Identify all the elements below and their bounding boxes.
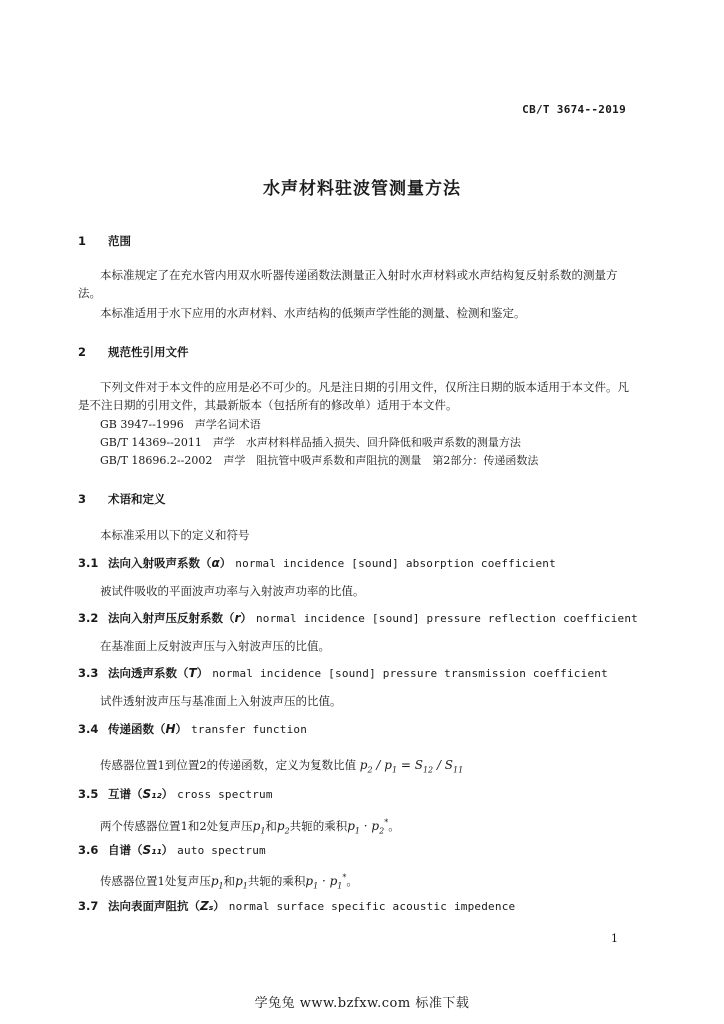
- section-1-para-2: 本标准适用于水下应用的水声材料、水声结构的低频声学性能的测量、检测和鉴定。: [100, 306, 526, 320]
- section-2-para-1: 下列文件对于本文件的应用是必不可少的。凡是注日期的引用文件，仅所注日期的版本适用于本文件。凡是不注日期的引用文件，其最新版本（包括所有的修改单）适用于本文件。: [78, 380, 629, 412]
- document-title: 水声材料驻波管测量方法: [263, 179, 461, 199]
- section-3-intro: 本标准采用以下的定义和符号: [100, 528, 250, 542]
- term-definition: 在基准面上反射波声压与入射波声压的比值。: [100, 639, 330, 653]
- term-heading: 3.7 法向表面声阻抗（Zₛ） normal surface specific acoustic impedence: [78, 899, 516, 913]
- term-heading: 3.2 法向入射声压反射系数（r） normal incidence [sound] pressure reflection coefficient: [78, 611, 639, 625]
- page-number: 1: [611, 932, 618, 945]
- reference-item: GB/T 18696.2--2002 声学 阻抗管中吸声系数和声阻抗的测量 第2部分：传递函数法: [100, 454, 539, 467]
- term-definition: 传感器位置1处复声压$p_1$和$p_1$共轭的乘积$p_1 \cdot p_1^*$。: [100, 873, 358, 891]
- term-definition: 传感器位置1到位置2的传递函数，定义为复数比值 $p_2 / p_1 = S_{12} / S_{11}$: [100, 758, 464, 775]
- term-definition: 被试件吸收的平面波声功率与入射波声功率的比值。: [100, 584, 365, 598]
- reference-item: GB 3947--1996 声学名词术语: [100, 418, 261, 431]
- term-heading: 3.1 法向入射吸声系数（α） normal incidence [sound] absorption coefficient: [78, 556, 556, 570]
- term-heading: 3.6 自谱（S₁₁） auto spectrum: [78, 843, 266, 857]
- standard-code: CB/T 3674--2019: [522, 103, 626, 116]
- footer-watermark: 学兔兔 www.bzfxw.com 标准下载: [254, 996, 470, 1011]
- term-heading: 3.5 互谱（S₁₂） cross spectrum: [78, 787, 273, 801]
- term-definition: 两个传感器位置1和2处复声压$p_1$和$p_2$共轭的乘积$p_1 \cdot p_2^*$。: [100, 818, 400, 836]
- section-2-heading: 2 规范性引用文件: [78, 345, 189, 359]
- section-1-heading: 1 范围: [78, 234, 131, 248]
- transfer-function-formula: $p_2 / p_1 = S_{12} / S_{11}$: [359, 758, 464, 775]
- section-1-para-1: 本标准规定了在充水管内用双水听器传递函数法测量正入射时水声材料或水声结构复反射系数的测量方法。: [78, 268, 618, 300]
- reference-item: GB/T 14369--2011 声学 水声材料样品插入损失、回升降低和吸声系数的测量方法: [100, 436, 521, 449]
- term-heading: 3.3 法向透声系数（T） normal incidence [sound] pressure transmission coefficient: [78, 666, 608, 680]
- term-heading: 3.4 传递函数（H） transfer function: [78, 722, 308, 736]
- section-3-heading: 3 术语和定义: [78, 492, 166, 506]
- term-definition: 试件透射波声压与基准面上入射波声压的比值。: [100, 694, 342, 708]
